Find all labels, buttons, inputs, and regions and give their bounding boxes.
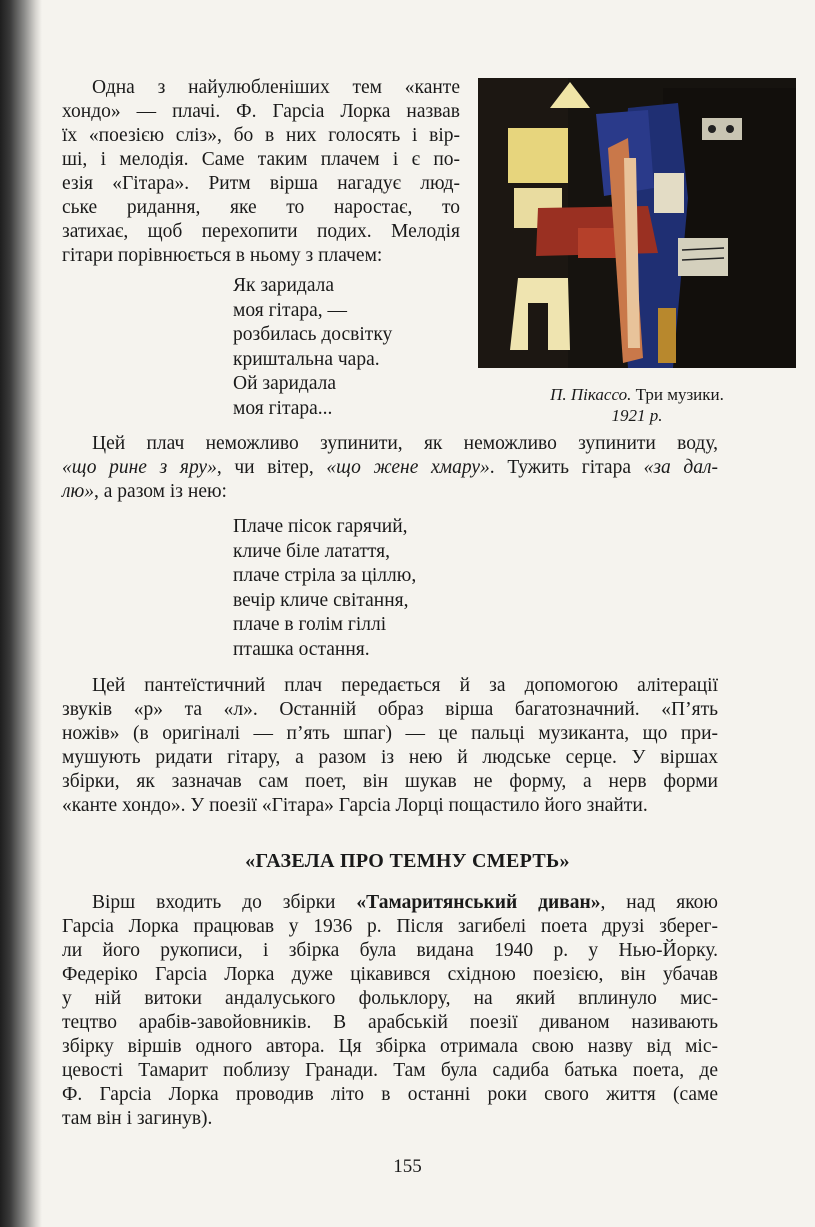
text-fragment: , чи вітер, — [216, 457, 327, 478]
caption-author: П. Пікассо. — [550, 385, 632, 404]
text-line: ножів» (в оригіналі — п’ять шпаг) — це пальці музиканта, що при- — [62, 723, 718, 744]
painting-three-musicians — [478, 78, 796, 368]
text-line: звуків «р» та «л». Останній образ вірша багатозначний. «П’ять — [62, 699, 718, 720]
paragraph-pantheism — [62, 674, 718, 818]
section-heading: «ГАЗЕЛА ПРО ТЕМНУ СМЕРТЬ» — [245, 850, 570, 872]
painting-caption — [478, 384, 796, 426]
text-line: Гарсіа Лорка працював у 1936 р. Після загибелі поета друзі зберег- — [62, 916, 718, 937]
verse-line: моя гітара... — [233, 397, 333, 419]
text-line: збірку віршів одного автора. Ця збірка отримала свою назву від міс- — [62, 1036, 718, 1057]
verse-line: розбилась досвітку — [233, 324, 393, 345]
quote: «що рине з яру» — [62, 457, 217, 478]
text-line: ші, і мелодія. Саме таким плачем і є по- — [62, 149, 460, 170]
text-line: гітари порівнюється в ньому з плачем: — [62, 245, 383, 266]
text-line: Ф. Гарсіа Лорка проводив літо в останні роки свого життя (саме — [62, 1084, 718, 1105]
text-line — [62, 480, 718, 504]
text-line: Цей плач неможливо зупинити, як неможливо зупинити воду, — [92, 433, 718, 454]
text-line: Одна з найулюбленіших тем «канте — [92, 77, 460, 98]
text-line: там він і загинув). — [62, 1108, 213, 1129]
verse-line: пташка остання. — [233, 638, 370, 660]
text-fragment: Вірш входить до збірки — [92, 892, 357, 913]
text-fragment: , над якою — [600, 892, 718, 913]
verse-line: Як заридала — [233, 275, 335, 296]
verse-line: кличе біле латаття, — [233, 540, 390, 562]
verse-line: криштальна чара. — [233, 348, 380, 370]
caption-year: 1921 р. — [611, 406, 663, 425]
paragraph-divan — [62, 891, 718, 1131]
text-fragment: , а разом із нею: — [94, 481, 227, 502]
verse-line: моя гітара, — — [233, 299, 348, 321]
quote: лю» — [62, 481, 95, 502]
verse-line: плаче стріла за ціллю, — [233, 565, 417, 586]
text-line — [62, 891, 718, 915]
text-line: збірки, як зазначав сам поет, він шукав не форму, а нерв форми — [62, 771, 718, 792]
text-line: хондо» — плачі. Ф. Гарсіа Лорка назвав — [62, 101, 460, 122]
text-line: ське ридання, яке то наростає, то — [62, 197, 460, 218]
text-line: Федеріко Гарсіа Лорка дуже цікавився східною поезією, він убачав — [62, 964, 718, 985]
page-number: 155 — [393, 1156, 422, 1177]
text-line: у ній витоки андалуського фольклору, на який вплинуло мис- — [62, 988, 718, 1009]
verse-guitar — [233, 274, 392, 421]
text-line: «канте хондо». У поезії «Гітара» Гарсіа Лорці пощастило його знайти. — [62, 795, 648, 816]
text-line: тецтво арабів-завойовників. В арабській поезії диваном називають — [62, 1012, 718, 1033]
verse-line: Ой заридала — [233, 373, 337, 394]
verse-line: вечір кличе світання, — [233, 589, 409, 611]
paragraph-lament — [62, 432, 718, 504]
verse-sand — [233, 515, 416, 662]
text-fragment: . Тужить гітара — [489, 457, 644, 478]
text-line: їх «поезією сліз», бо в них голосять і вір- — [62, 125, 460, 146]
caption-title: Три музики. — [631, 385, 724, 404]
text-line: Цей пантеїстичний плач передається й за допомогою алітерації — [92, 675, 718, 696]
paragraph-intro — [62, 76, 460, 268]
text-line: езія «Гітара». Ритм вірша нагадує люд- — [62, 173, 460, 194]
verse-line: Плаче пісок гарячий, — [233, 516, 408, 537]
text-line: ли його рукописи, і збірка була видана 1940 р. у Нью-Йорку. — [62, 940, 718, 961]
quote: «за дал- — [643, 457, 719, 478]
text-line: цевості Тамарит поблизу Гранади. Там була садиба батька поета, де — [62, 1060, 718, 1081]
book-title: «Тамаритянський диван» — [356, 892, 601, 913]
text-line: затихає, щоб перехопити подих. Мелодія — [62, 221, 460, 242]
text-line: мушують ридати гітару, а разом із нею й людське серце. У віршах — [62, 747, 718, 768]
painting-image — [478, 78, 796, 368]
quote: «що жене хмару» — [326, 457, 490, 478]
text-line — [62, 456, 718, 480]
verse-line: плаче в голім гіллі — [233, 614, 387, 635]
